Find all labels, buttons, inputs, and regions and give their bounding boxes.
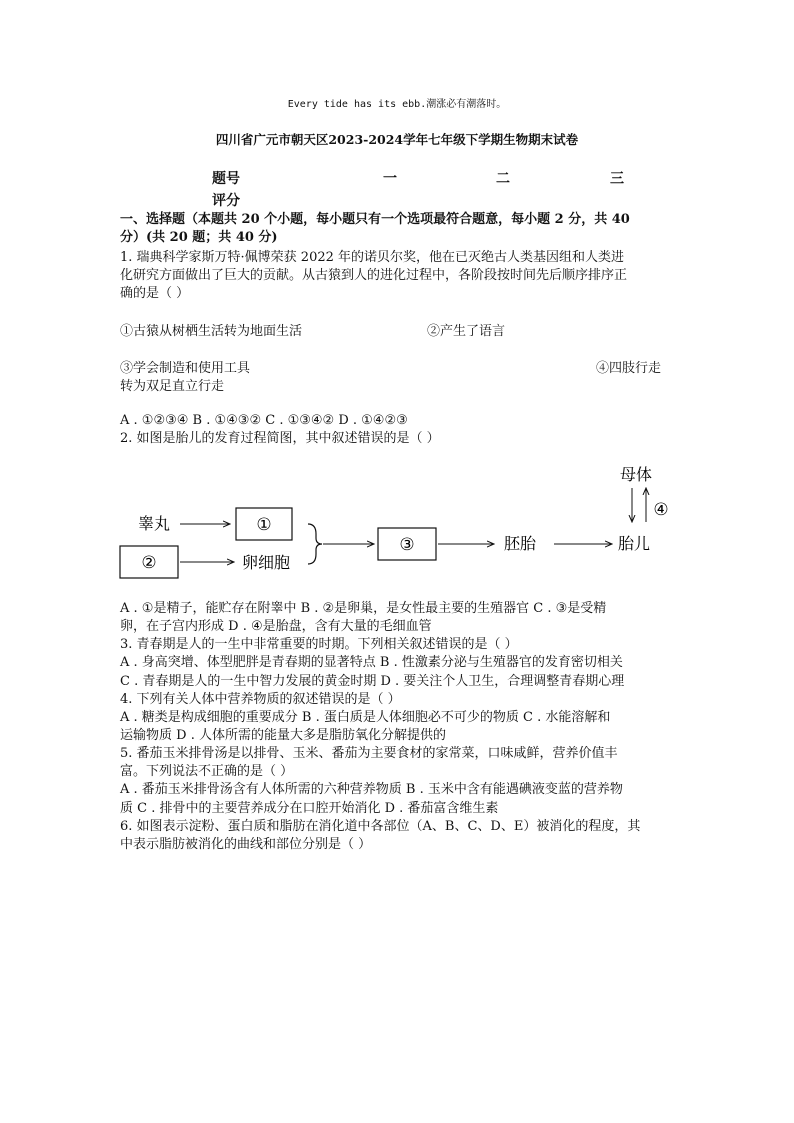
statement-4: ④四肢行走 [596,361,662,376]
answer-options: 运输物质 D . 人体所需的能量大多是脂肪氧化分解提供的 [120,728,446,743]
question-stem: 6. 如图表示淀粉、蛋白质和脂肪在消化道中各部位（A、B、C、D、E）被消化的程度，其 [120,819,641,834]
question-stem: 1. 瑞典科学家斯万特·佩博荣获 2022 年的诺贝尔奖，他在已灭绝古人类基因组和人类进 [120,250,625,265]
statement-4-cont: 转为双足直立行走 [120,379,225,394]
circle-4-label: ④ [653,500,669,520]
answer-options: 质 C . 排骨中的主要营养成分在口腔开始消化 D . 番茄富含维生素 [120,801,499,816]
answer-options: A . ①是精子，能贮存在附睾中 B . ②是卵巢，是女性最主要的生殖器官 C . ③是受精 [120,601,607,616]
box-3-label: ③ [399,535,415,555]
mother-label: 母体 [620,465,653,484]
score-table-col-1: 一 [383,171,397,187]
box-2-label: ② [141,553,157,573]
motto: Every tide has its ebb.潮涨必有潮落时。 [287,99,507,110]
question-stem: 4. 下列有关人体中营养物质的叙述错误的是（ ） [120,692,401,707]
question-stem: 中表示脂肪被消化的曲线和部位分别是（ ） [120,837,372,852]
score-table-col-2: 二 [496,171,510,187]
answer-options: A . 番茄玉米排骨汤含有人体所需的六种营养物质 B . 玉米中含有能遇碘液变蓝的营养物 [120,782,623,797]
question-stem: 化研究方面做出了巨大的贡献。从古猿到人的进化过程中，各阶段按时间先后顺序排序正 [120,268,628,283]
question-stem: 确的是（ ） [120,286,190,301]
section-heading-cont: 分）(共 20 题；共 40 分) [120,230,278,245]
section-heading: 一、选择题（本题共 20 个小题，每小题只有一个选项最符合题意，每小题 2 分，共 40 [120,212,630,227]
answer-options: A . 糖类是构成细胞的重要成分 B . 蛋白质是人体细胞必不可少的物质 C . 水能溶解和 [120,710,611,725]
answer-options: C . 青春期是人的一生中智力发展的黄金时期 D . 要关注个人卫生，合理调整青春期心理 [120,674,625,689]
question-stem: 3. 青春期是人的一生中非常重要的时期。下列相关叙述错误的是（ ） [120,637,518,652]
question-stem: 5. 番茄玉米排骨汤是以排骨、玉米、番茄为主要食材的家常菜，口味咸鲜，营养价值丰 [120,746,618,761]
score-table-score-label: 评分 [212,193,240,209]
statement-2: ②产生了语言 [427,324,506,339]
egg-label: 卵细胞 [242,553,291,572]
answer-options: A . 身高突增、体型肥胖是青春期的显著特点 B . 性激素分泌与生殖器官的发育密切相关 [120,655,623,670]
statement-3: ③学会制造和使用工具 [120,361,251,376]
question-stem: 2. 如图是胎儿的发育过程简图，其中叙述错误的是（ ） [120,431,440,446]
brace [308,524,322,564]
statement-1: ①古猿从树栖生活转为地面生活 [120,324,303,339]
exam-title: 四川省广元市朝天区2023-2024学年七年级下学期生物期末试卷 [215,132,579,147]
fetus-label: 胎儿 [618,534,651,553]
score-table-row-label: 题号 [212,171,240,187]
box-1-label: ① [256,515,272,535]
answer-options: A . ①②③④ B . ①④③② C . ①③④② D . ①④②③ [120,413,408,428]
question-stem: 富。下列说法不正确的是（ ） [120,764,294,779]
embryo-label: 胚胎 [504,534,537,553]
fetal-development-diagram [110,458,690,588]
score-table-col-3: 三 [610,171,624,187]
testis-label: 睾丸 [138,514,171,533]
answer-options: 卵，在子宫内形成 D . ④是胎盘，含有大量的毛细血管 [120,619,432,634]
